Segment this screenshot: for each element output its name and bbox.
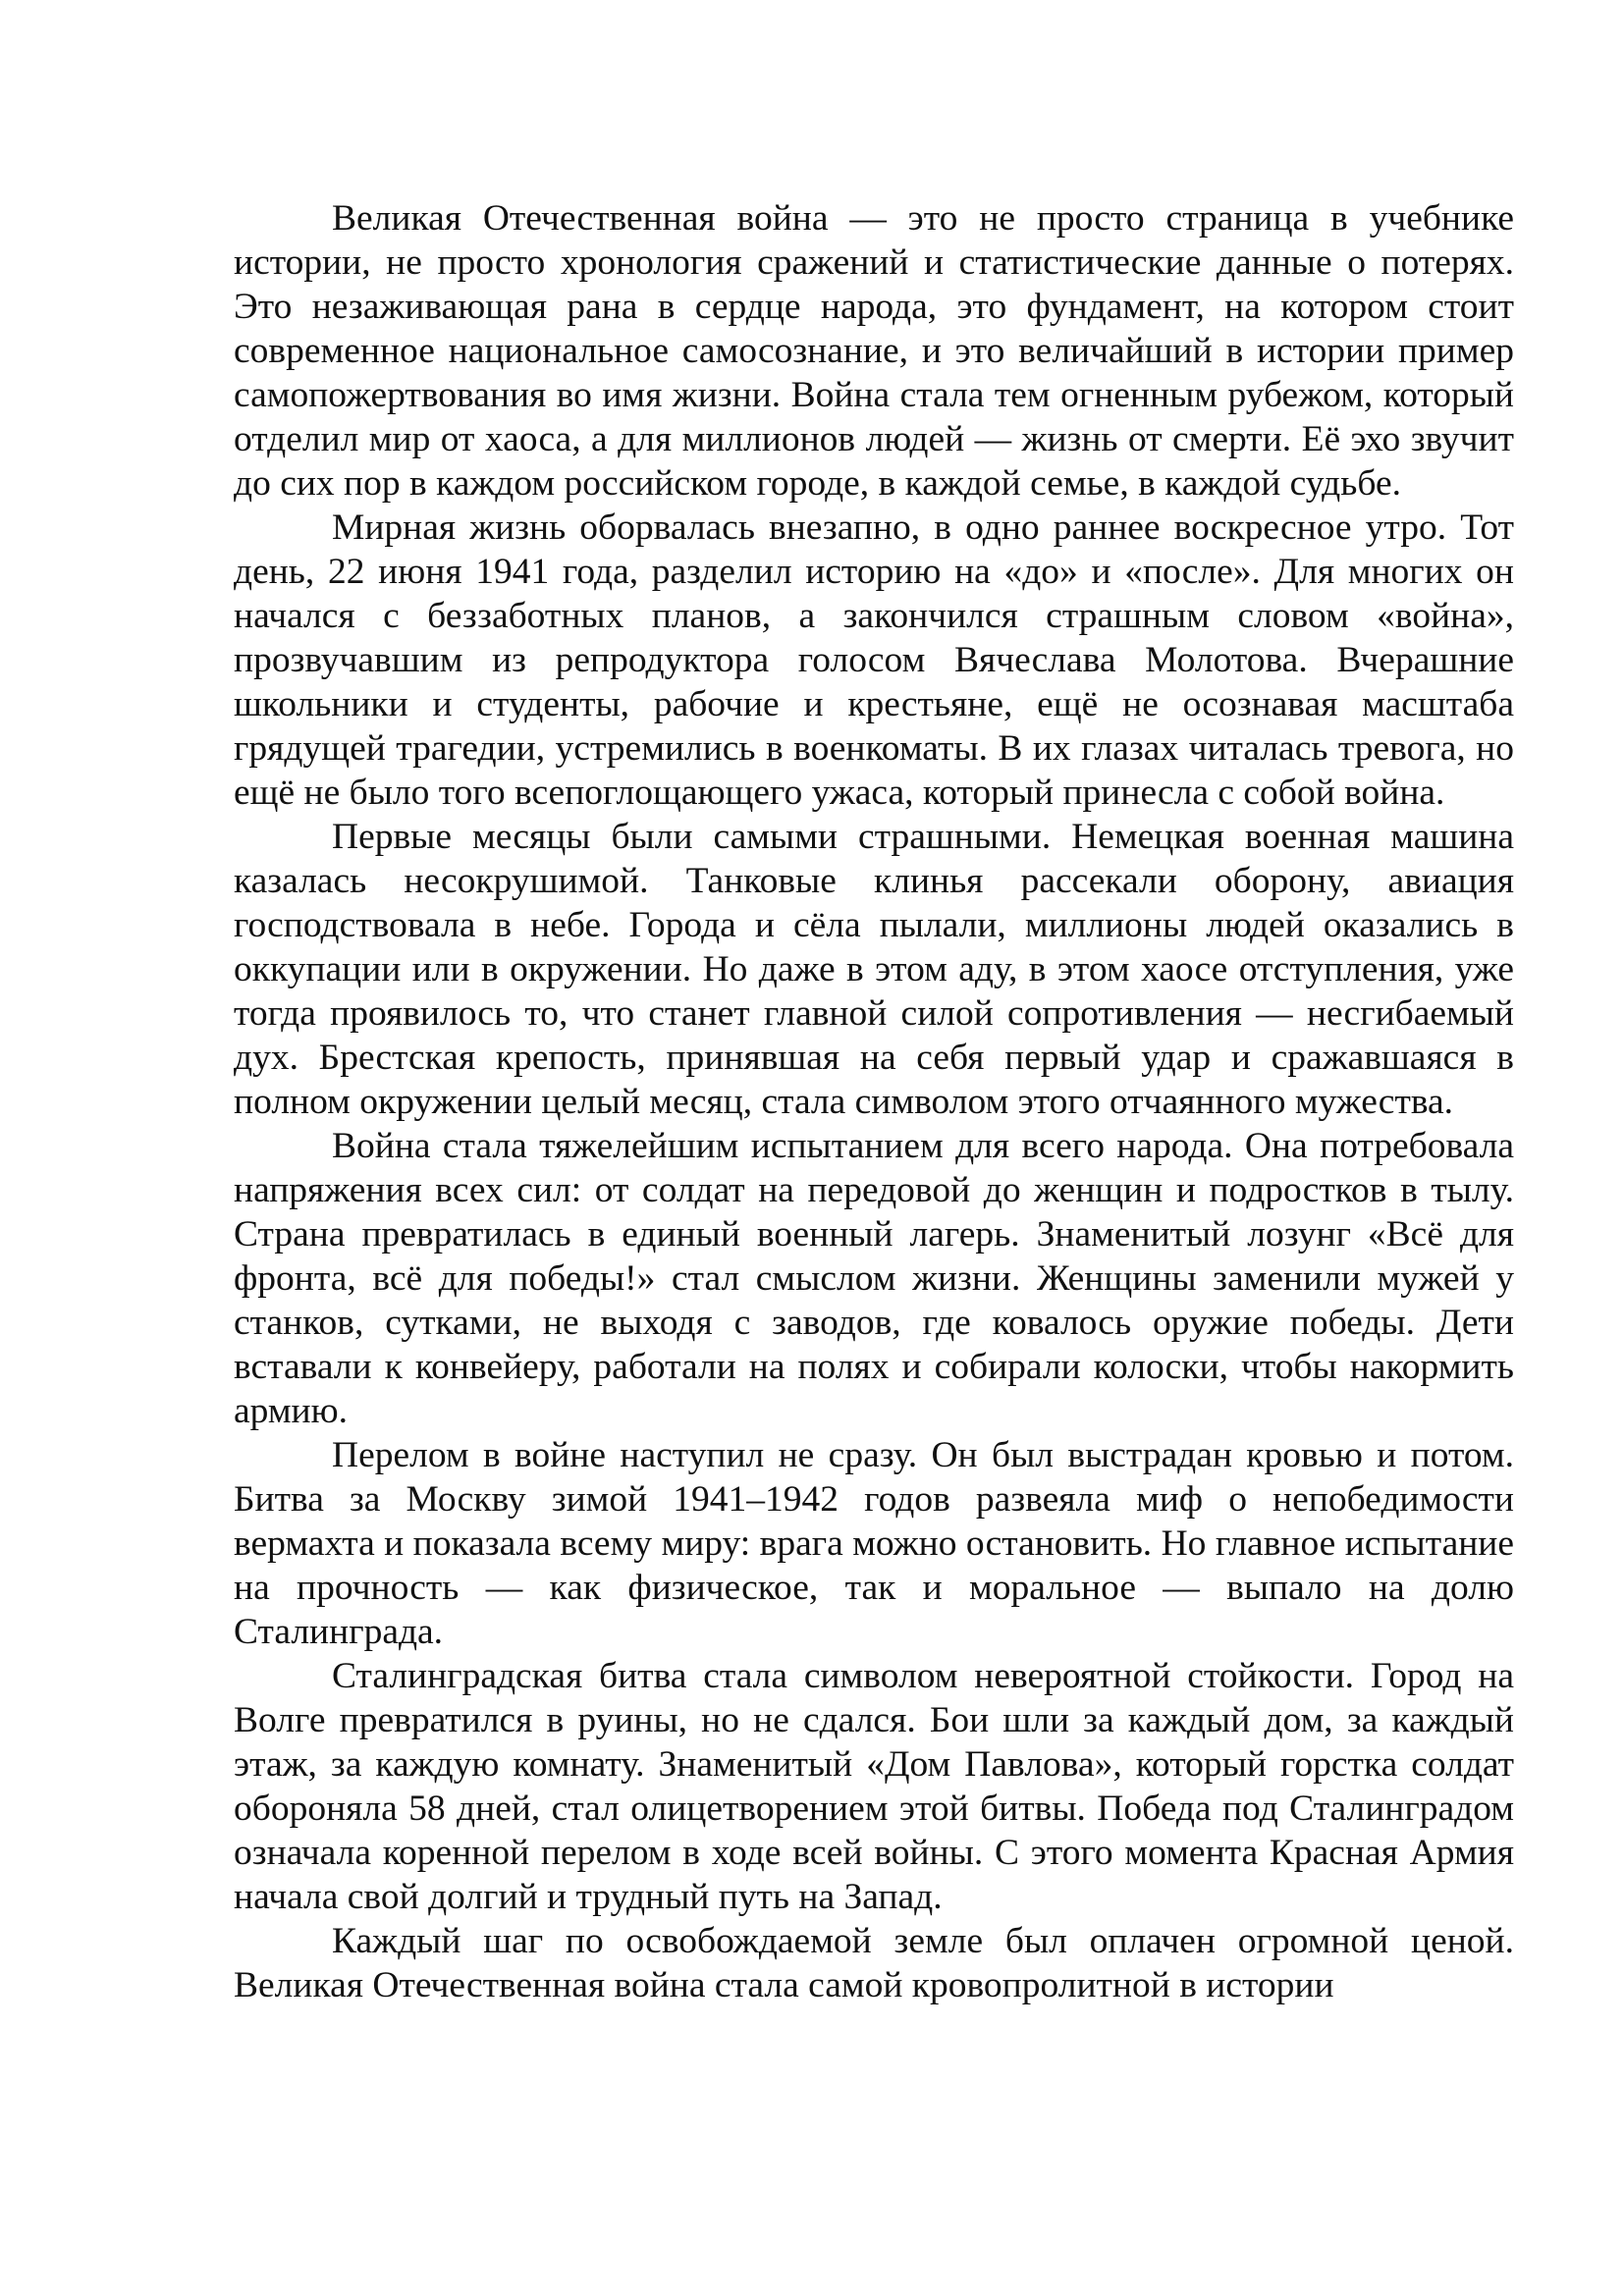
paragraph-turning-point: Перелом в войне наступил не сразу. Он был выстрадан кровью и потом. Битва за Москву зимой 1941–1942 годов развеяла миф о непобедимости вермахта и показала всему миру: врага можно остановить. Но главное испытание на прочность — как физическое, так и моральное — выпало на долю Сталинграда. (234, 1435, 1514, 1652)
paragraph-liberation: Каждый шаг по освобождаемой земле был оплачен огромной ценой. Великая Отечественная война стала самой кровопролитной в истории (234, 1921, 1514, 2005)
paragraph-first-months: Первые месяцы были самыми страшными. Немецкая военная машина казалась несокрушимой. Танковые клинья рассекали оборону, авиация господствовала в небе. Города и сёла пылали, миллионы людей оказались в оккупации или в окружении. Но даже в этом аду, в этом хаосе отступления, уже тогда проявилось то, что станет главной силой сопротивления — несгибаемый дух. Брестская крепость, принявшая на себя первый удар и сражавшаяся в полном окружении целый месяц, стала символом этого отчаянного мужества. (234, 817, 1514, 1122)
document-page (234, 196, 1514, 2007)
paragraph-intro: Великая Отечественная война — это не просто страница в учебнике истории, не просто хронология сражений и статистические данные о потерях. Это незаживающая рана в сердце народа, это фундамент, на котором стоит современное национальное самосознание, и это величайший в истории пример самопожертвования во имя жизни. Война стала тем огненным рубежом, который отделил мир от хаоса, а для миллионов людей — жизнь от смерти. Её эхо звучит до сих пор в каждом российском городе, в каждой семье, в каждой судьбе. (234, 198, 1514, 504)
paragraph-home-front: Война стала тяжелейшим испытанием для всего народа. Она потребовала напряжения всех сил: от солдат на передовой до женщин и подростков в тылу. Страна превратилась в единый военный лагерь. Знаменитый лозунг «Всё для фронта, всё для победы!» стал смыслом жизни. Женщины заменили мужей у станков, сутками, не выходя с заводов, где ковалось оружие победы. Дети вставали к конвейеру, работали на полях и собирали колоски, чтобы накормить армию. (234, 1126, 1514, 1431)
paragraph-june-22: Мирная жизнь оборвалась внезапно, в одно раннее воскресное утро. Тот день, 22 июня 1941 года, разделил историю на «до» и «после». Для многих он начался с беззаботных планов, а закончился страшным словом «война», прозвучавшим из репродуктора голосом Вячеслава Молотова. Вчерашние школьники и студенты, рабочие и крестьяне, ещё не осознавая масштаба грядущей трагедии, устремились в военкоматы. В их глазах читалась тревога, но ещё не было того всепоглощающего ужаса, который принесла с собой война. (234, 507, 1514, 813)
paragraph-stalingrad: Сталинградская битва стала символом невероятной стойкости. Город на Волге превратился в руины, но не сдался. Бои шли за каждый дом, за каждый этаж, за каждую комнату. Знаменитый «Дом Павлова», который горстка солдат обороняла 58 дней, стал олицетворением этой битвы. Победа под Сталинградом означала коренной перелом в ходе всей войны. С этого момента Красная Армия начала свой долгий и трудный путь на Запад. (234, 1656, 1514, 1917)
